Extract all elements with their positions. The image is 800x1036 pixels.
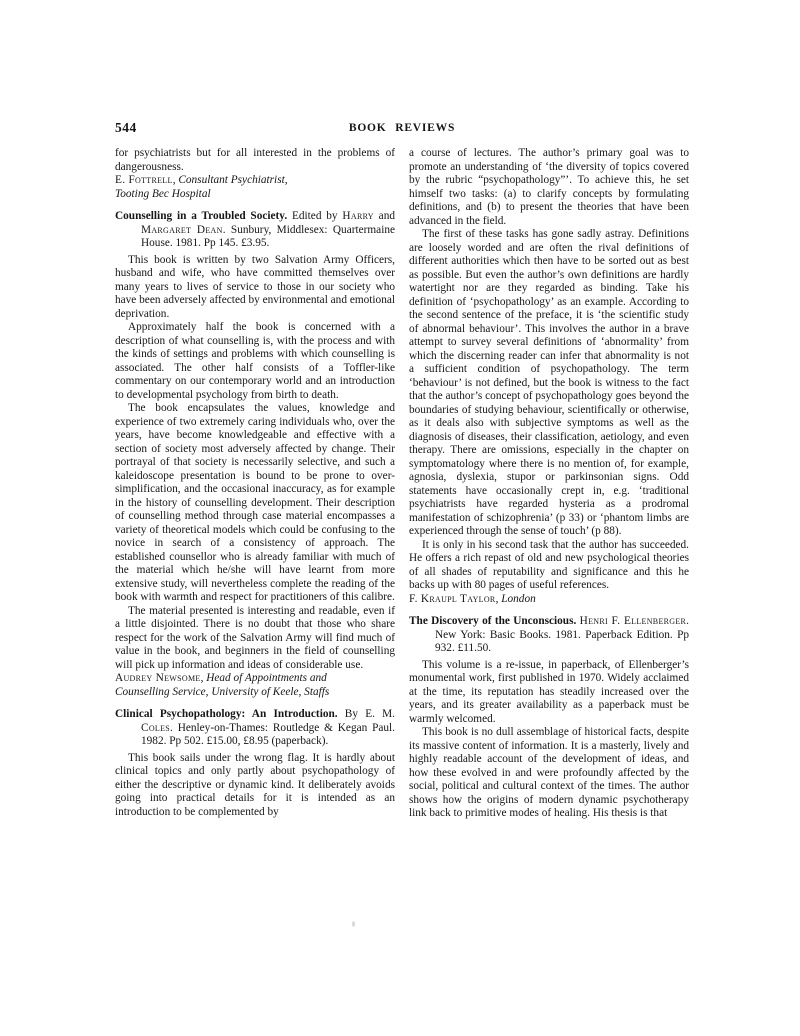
review-paragraph [409,659,689,727]
text-run: This book is no dull assemblage of historical facts, despite its massive content of information. It is a masterly, lively and highly readable account of the development of ideas, and how these evolved in and were profoundly affected by the social, political and cultural context of the times. The author shows how the origins of modern dynamic psychotherapy link back to primitive modes of healing. His thesis is that [409,726,689,819]
review-heading [115,210,395,251]
review-paragraph [115,147,395,174]
text-run: By E. M. [337,708,395,720]
text-run: Counselling in a Troubled Society. [115,210,288,222]
content-columns [115,147,689,821]
text-run: Coles [141,721,171,734]
text-run: Counselling Service, University of Keele, Staffs [115,685,330,698]
text-run: Head of Appointments and [206,672,327,684]
text-run: This book sails under the wrong flag. It is hardly about clinical topics and only partly about psychopathology of either the descriptive or dynamic kind. It deliberately avoids going into practical details for it is intended as an introduction to be complemented by [115,751,395,818]
text-run: Tooting Bec Hospital [115,187,211,200]
text-run: . Henley-on-Thames: Routledge & Kegan Paul. 1982. Pp 502. £15.00, £8.95 (paperback). [141,721,395,747]
text-run: Approximately half the book is concerned with a description of what counselling is, with the process and with the kinds of settings and problems with which counselling is associated. The other half consists of a Toffler-like commentary on our contemporary world and an introduction to developmental psychology from birth to death. [115,321,395,401]
text-run: and [373,210,395,222]
reviewer-signature [115,188,395,202]
reviewer-signature [409,593,689,607]
text-run: Margaret Dean [141,223,223,236]
review-paragraph [115,752,395,820]
review-paragraph [115,605,395,673]
text-run: Consultant Psychiatrist, [178,174,288,186]
text-run: a course of lectures. The author’s primary goal was to promote an understanding of ‘the diversity of topics covered by the rubric “psychopathology”’. To achieve this, he set himself two tasks: (a) to clarify concepts by formulating definitions, and (b) to present the theories that have been advanced in the field. [409,147,689,227]
review-heading [115,708,395,749]
right-column [409,147,689,821]
left-column [115,147,395,821]
text-run: The Discovery of the Unconscious. [409,615,577,627]
text-run: Audrey Newsome [115,672,201,684]
text-run: Edited by [287,210,343,222]
text-run: E. Fottrell [115,174,173,186]
review-paragraph [115,321,395,402]
text-run: . Sunbury, Middlesex: Quartermaine House. 1981. Pp 145. £3.95. [141,223,395,249]
text-run: The book encapsulates the values, knowledge and experience of two extremely caring individuals who, over the years, have become knowledgeable and effective with a section of society most adversely affected by change. Their portrayal of that society is necessarily selective, and such a kaleidoscope presentation is bound to be prone to over-simplification, and the occasional inaccuracy, as for example in the history of counselling development. Their description of counselling method through case material encompasses a variety of theoretical models which could be confusing to the novice in search of a consistency of approach. The established counsellor who is already familiar with much of the material which he/she will have learnt from more extensive study, will nevertheless complete the reading of the book with warmth and respect for practitioners of this calibre. [115,402,395,603]
text-run: The first of these tasks has gone sadly astray. Definitions are loosely worded and are often the rival definitions of different authorities which then have to be sorted out as best as possible. But even the author’s own definitions are hardly watertight nor are they regarded as binding. Take his definition of ‘psychopathology’ as an example. According to the second sentence of the preface, it is ‘the scientific study of abnormal behaviour’. This involves the author in a brave attempt to survey several definitions of ‘abnormality’ from which the discerning reader can infer that abnormality is not a sufficient condition of psychopathology. The term ‘behaviour’ is not defined, but the book is witness to the fact that the author’s concept of psychopathology goes beyond the boundaries of studying behaviour, scientifically or otherwise, as it deals also with subjective symptoms as well as the diagnosis of diseases, their classification, aetiology, and even therapy. There are omissions, especially in the chapter on symptomatology where there is no mention of, for example, agnosia, dyslexia, stupor or parkinsonian signs. Odd statements have occasionally crept in, e.g. ‘traditional psychiatrists have regarded hysteria as a prodromal manifestation of schizophrenia’ (p 33) or ‘phantom limbs are experienced through the sense of touch’ (p 88). [409,228,689,537]
text-run: Henri F. Ellenberger [579,615,687,627]
scan-artifact-dot [352,921,355,927]
text-run: Harry [342,210,374,222]
review-heading [409,615,689,656]
reviewer-signature [115,686,395,700]
text-run: The material presented is interesting and readable, even if a little disjointed. There is no doubt that those who share respect for the work of the Salvation Army will find much of value in the book, and beginners in the field of counselling will pick up information and ideas of considerable use. [115,604,395,671]
text-run: F. Kraupl Taylor [409,592,496,605]
text-run: , [172,174,179,186]
review-paragraph [115,402,395,605]
text-run: , [495,592,502,605]
text-run: It is only in his second task that the author has succeeded. He offers a rich repast of old and new psychological theories of all shades of reputability and significance and this he backs up with 80 pages of useful references. [409,538,689,591]
text-run: This volume is a re-issue, in paperback, of Ellenberger’s monumental work, first published in 1970. Widely acclaimed at the time, its reputation has steadily increased over the years, and its greater availability as a paperback must be warmly welcomed. [409,658,689,725]
reviewer-signature [115,672,395,686]
review-paragraph [409,726,689,821]
review-paragraph [409,228,689,539]
text-run: London [501,592,536,605]
page-header-title: BOOK REVIEWS [348,122,456,134]
review-paragraph [409,147,689,228]
text-run: . New York: Basic Books. 1981. Paperback Edition. Pp 932. £11.50. [435,615,689,654]
text-run: This book is written by two Salvation Army Officers, husband and wife, who have committed themselves over many years to lives of service to those in our society who have been adversely affected by environmental and emotional deprivation. [115,253,395,320]
text-run: , [200,672,207,684]
text-run: Clinical Psychopathology: An Introduction. [115,708,338,720]
text-run: for psychiatrists but for all interested in the problems of dangerousness. [115,147,395,173]
review-paragraph [409,539,689,593]
reviewer-signature [115,174,395,188]
review-paragraph [115,254,395,322]
page-header [115,120,689,138]
page-number: 544 [115,120,137,135]
